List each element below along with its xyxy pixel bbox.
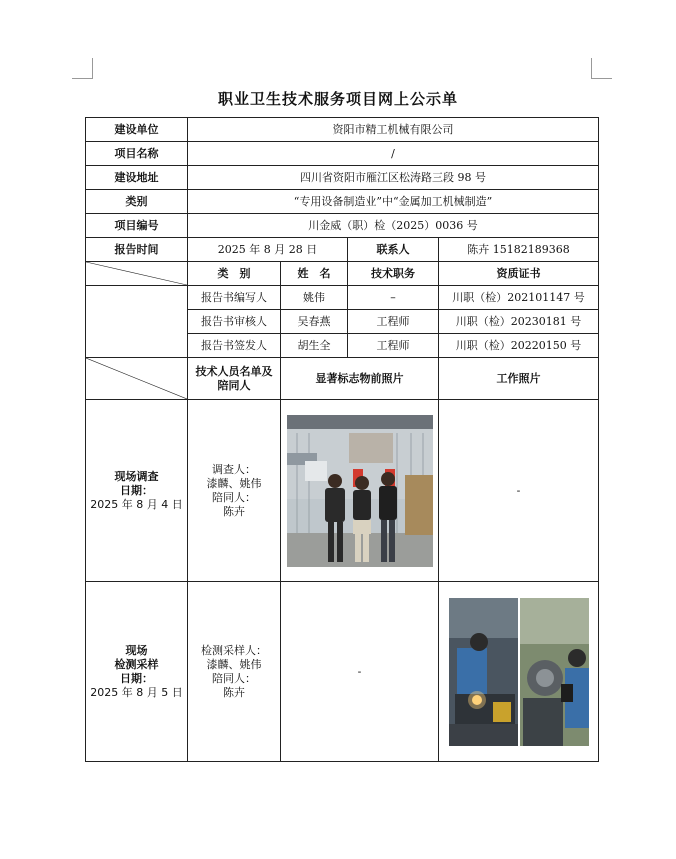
staff-header-name: 姓 名 [281, 262, 348, 286]
staff-title: 工程师 [348, 334, 439, 358]
staff-name: 胡生全 [281, 334, 348, 358]
contact-value: 陈卉 15182189368 [439, 238, 599, 262]
diagonal-line [86, 358, 187, 399]
photo-header-landmark: 显著标志物前照片 [281, 358, 439, 400]
staff-role: 报告书审核人 [188, 310, 281, 334]
staff-header-title: 技术职务 [348, 262, 439, 286]
site-survey-label [86, 400, 188, 582]
work-photo-image [449, 598, 589, 746]
page-corner-mark-left [72, 58, 93, 79]
site-sampling-landmark-cell: - [281, 582, 439, 762]
category-value: “专用设备制造业”中“金属加工机械制造” [188, 190, 599, 214]
staff-blank-cell [86, 286, 188, 358]
photo-header-work: 工作照片 [439, 358, 599, 400]
staff-cert: 川职（检）20220150 号 [439, 334, 599, 358]
site-survey-label-line2: 日期： [120, 483, 153, 497]
project-name-label: 项目名称 [86, 142, 188, 166]
staff-header-row [86, 262, 599, 286]
staff-name: 姚伟 [281, 286, 348, 310]
site-survey-label-line1: 现场调查 [114, 469, 159, 483]
address-label: 建设地址 [86, 166, 188, 190]
site-sampling-label-line2: 检测采样 [114, 657, 159, 671]
report-time-value: 2025 年 8 月 28 日 [188, 238, 348, 262]
surveyor-names: 漆麟、姚伟 [206, 476, 262, 490]
site-sampling-label [86, 582, 188, 762]
photo-header-row [86, 358, 599, 400]
landmark-photo [287, 415, 433, 567]
row-address [86, 166, 599, 190]
construction-unit-value: 资阳市精工机械有限公司 [188, 118, 599, 142]
staff-title: – [348, 286, 439, 310]
contact-label: 联系人 [348, 238, 439, 262]
construction-unit-label: 建设单位 [86, 118, 188, 142]
row-project-number [86, 214, 599, 238]
site-sampling-label-line3: 日期： [120, 671, 153, 685]
companion-label: 陪同人： [212, 490, 256, 504]
diagonal-line [86, 262, 187, 285]
row-project-name [86, 142, 599, 166]
category-label: 类别 [86, 190, 188, 214]
site-survey-work-photo-cell: - [439, 400, 599, 582]
document-title: 职业卫生技术服务项目网上公示单 [217, 90, 458, 108]
landmark-photo-image [287, 415, 433, 567]
staff-row [86, 286, 599, 310]
staff-header-cert: 资质证书 [439, 262, 599, 286]
site-survey-people [188, 400, 281, 582]
site-survey-row [86, 400, 599, 582]
staff-role: 报告书编写人 [188, 286, 281, 310]
sampler-names: 漆麟、姚伟 [206, 657, 262, 671]
companion-name: 陈卉 [223, 504, 245, 518]
project-name-value: / [188, 142, 599, 166]
site-sampling-label-line1: 现场 [125, 643, 148, 657]
row-report-time [86, 238, 599, 262]
staff-header-category: 类 别 [188, 262, 281, 286]
project-number-value: 川金威（职）检（2025）0036 号 [188, 214, 599, 238]
staff-cert: 川职（检）20230181 号 [439, 310, 599, 334]
staff-role: 报告书签发人 [188, 334, 281, 358]
photo-header-staff-list: 技术人员名单及陪同人 [188, 358, 281, 400]
sampler-label: 检测采样人： [201, 643, 267, 657]
site-sampling-people [188, 582, 281, 762]
project-number-label: 项目编号 [86, 214, 188, 238]
report-time-label: 报告时间 [86, 238, 188, 262]
surveyor-label: 调查人： [212, 462, 256, 476]
diagonal-header-cell [86, 262, 188, 286]
site-sampling-row [86, 582, 599, 762]
work-photo [449, 598, 589, 746]
address-value: 四川省资阳市雁江区松涛路三段 98 号 [188, 166, 599, 190]
staff-name: 吴春燕 [281, 310, 348, 334]
page-corner-mark-right [591, 58, 612, 79]
notice-table [85, 117, 599, 762]
sampling-companion-label: 陪同人： [212, 671, 256, 685]
diagonal-photo-header-cell [86, 358, 188, 400]
staff-cert: 川职（检）202101147 号 [439, 286, 599, 310]
sampling-companion-name: 陈卉 [223, 685, 245, 699]
row-construction-unit [86, 118, 599, 142]
landmark-photo-cell [281, 400, 439, 582]
site-sampling-date: 2025 年 8 月 5 日 [90, 685, 183, 699]
staff-title: 工程师 [348, 310, 439, 334]
work-photo-cell [439, 582, 599, 762]
row-category [86, 190, 599, 214]
site-survey-date: 2025 年 8 月 4 日 [90, 497, 183, 511]
